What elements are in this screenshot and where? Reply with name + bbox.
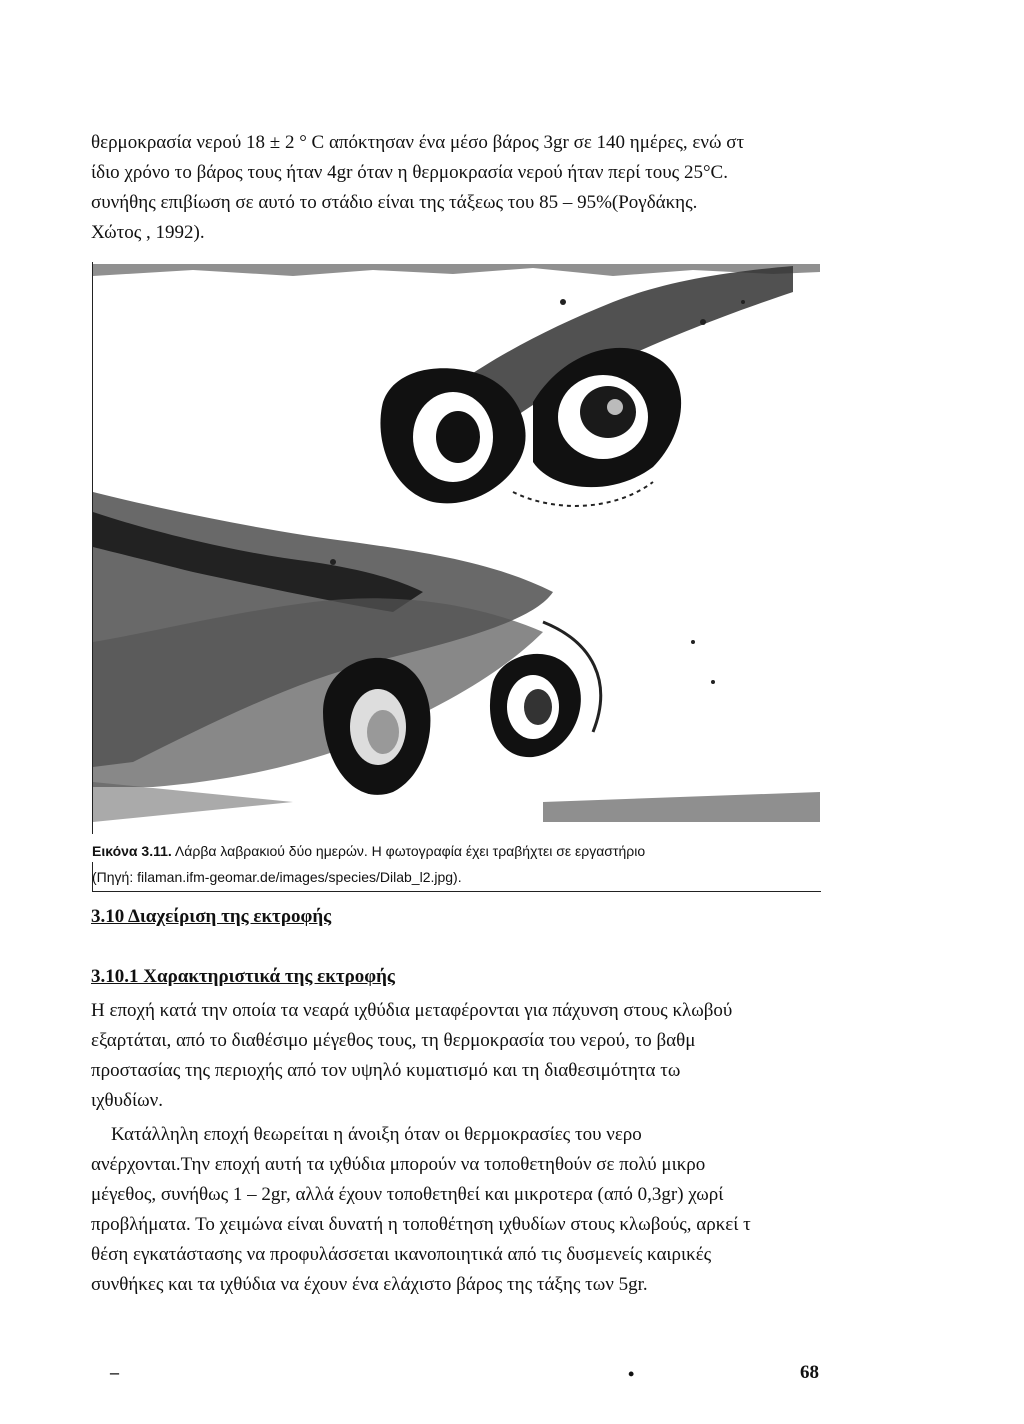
text-line: ιχθυδίων. (91, 1090, 163, 1111)
text-line: εξαρτάται, από το διαθέσιμο μέγεθος τους, τη θερμοκρασία του νερού, το βαθμ (91, 1030, 696, 1051)
subsection-heading: 3.10.1 Χαρακτηριστικά της εκτροφής (91, 966, 395, 987)
figure-label: Εικόνα 3.11. (92, 843, 172, 859)
figure-caption-text: Λάρβα λαβρακιού δύο ημερών. Η φωτογραφία έχει τραβήχτει σε εργαστήριο (174, 843, 646, 859)
footer-dash: – (110, 1362, 119, 1382)
text-line: Κατάλληλη εποχή θεωρείται η άνοιξη όταν οι θερμοκρασίες του νερο (111, 1124, 642, 1145)
figure-caption (92, 838, 819, 890)
text-line: Χώτος , 1992). (91, 222, 205, 243)
larva-photo (92, 262, 820, 834)
text-line: συνήθης επιβίωση σε αυτό το στάδιο είναι της τάξεως του 85 – 95%(Ρογδάκης. (91, 192, 698, 213)
page-number: 68 (800, 1362, 819, 1383)
text-line: θερμοκρασία νερού 18 ± 2 ° C απόκτησαν ένα μέσο βάρος 3gr σε 140 ημέρες, ενώ στ (91, 132, 745, 153)
text-line: θέση εγκατάστασης να προφυλάσσεται ικανοποιητικά από τις δυσμενείς καιρικές (91, 1244, 712, 1265)
larva-photo-drawing (93, 262, 820, 834)
text-line: ίδιο χρόνο το βάρος τους ήταν 4gr όταν η θερμοκρασία νερού ήταν περί τους 25°C. (91, 162, 728, 183)
text-line: συνθήκες και τα ιχθύδια να έχουν ένα ελάχιστο βάρος της τάξης των 5gr. (91, 1274, 648, 1295)
text-line: μέγεθος, συνήθως 1 – 2gr, αλλά έχουν τοποθετηθεί και μικροτερα (από 0,3gr) χωρί (91, 1184, 724, 1205)
section-heading: 3.10 Διαχείριση της εκτροφής (91, 906, 332, 927)
text-line: προβλήματα. Το χειμώνα είναι δυνατή η τοποθέτηση ιχθυδίων στους κλωβούς, αρκεί τ (91, 1214, 751, 1235)
text-line: Η εποχή κατά την οποία τα νεαρά ιχθύδια μεταφέρονται για πάχυνση στους κλωβού (91, 1000, 733, 1021)
figure-source: (Πηγή: filaman.ifm-geomar.de/images/species/Dilab_l2.jpg). (92, 869, 462, 885)
text-line: ανέρχονται.Την εποχή αυτή τα ιχθύδια μπορούν να τοποθετηθούν σε πολύ μικρο (91, 1154, 706, 1175)
intro-paragraph (91, 128, 816, 248)
footer-dot: • (628, 1364, 635, 1384)
caption-line (92, 838, 819, 864)
paragraph-1 (91, 996, 816, 1116)
text-line: προστασίας της περιοχής από τον υψηλό κυματισμό και τη διαθεσιμότητα τω (91, 1060, 681, 1081)
caption-rule (92, 891, 821, 892)
paragraph-2 (91, 1120, 816, 1300)
